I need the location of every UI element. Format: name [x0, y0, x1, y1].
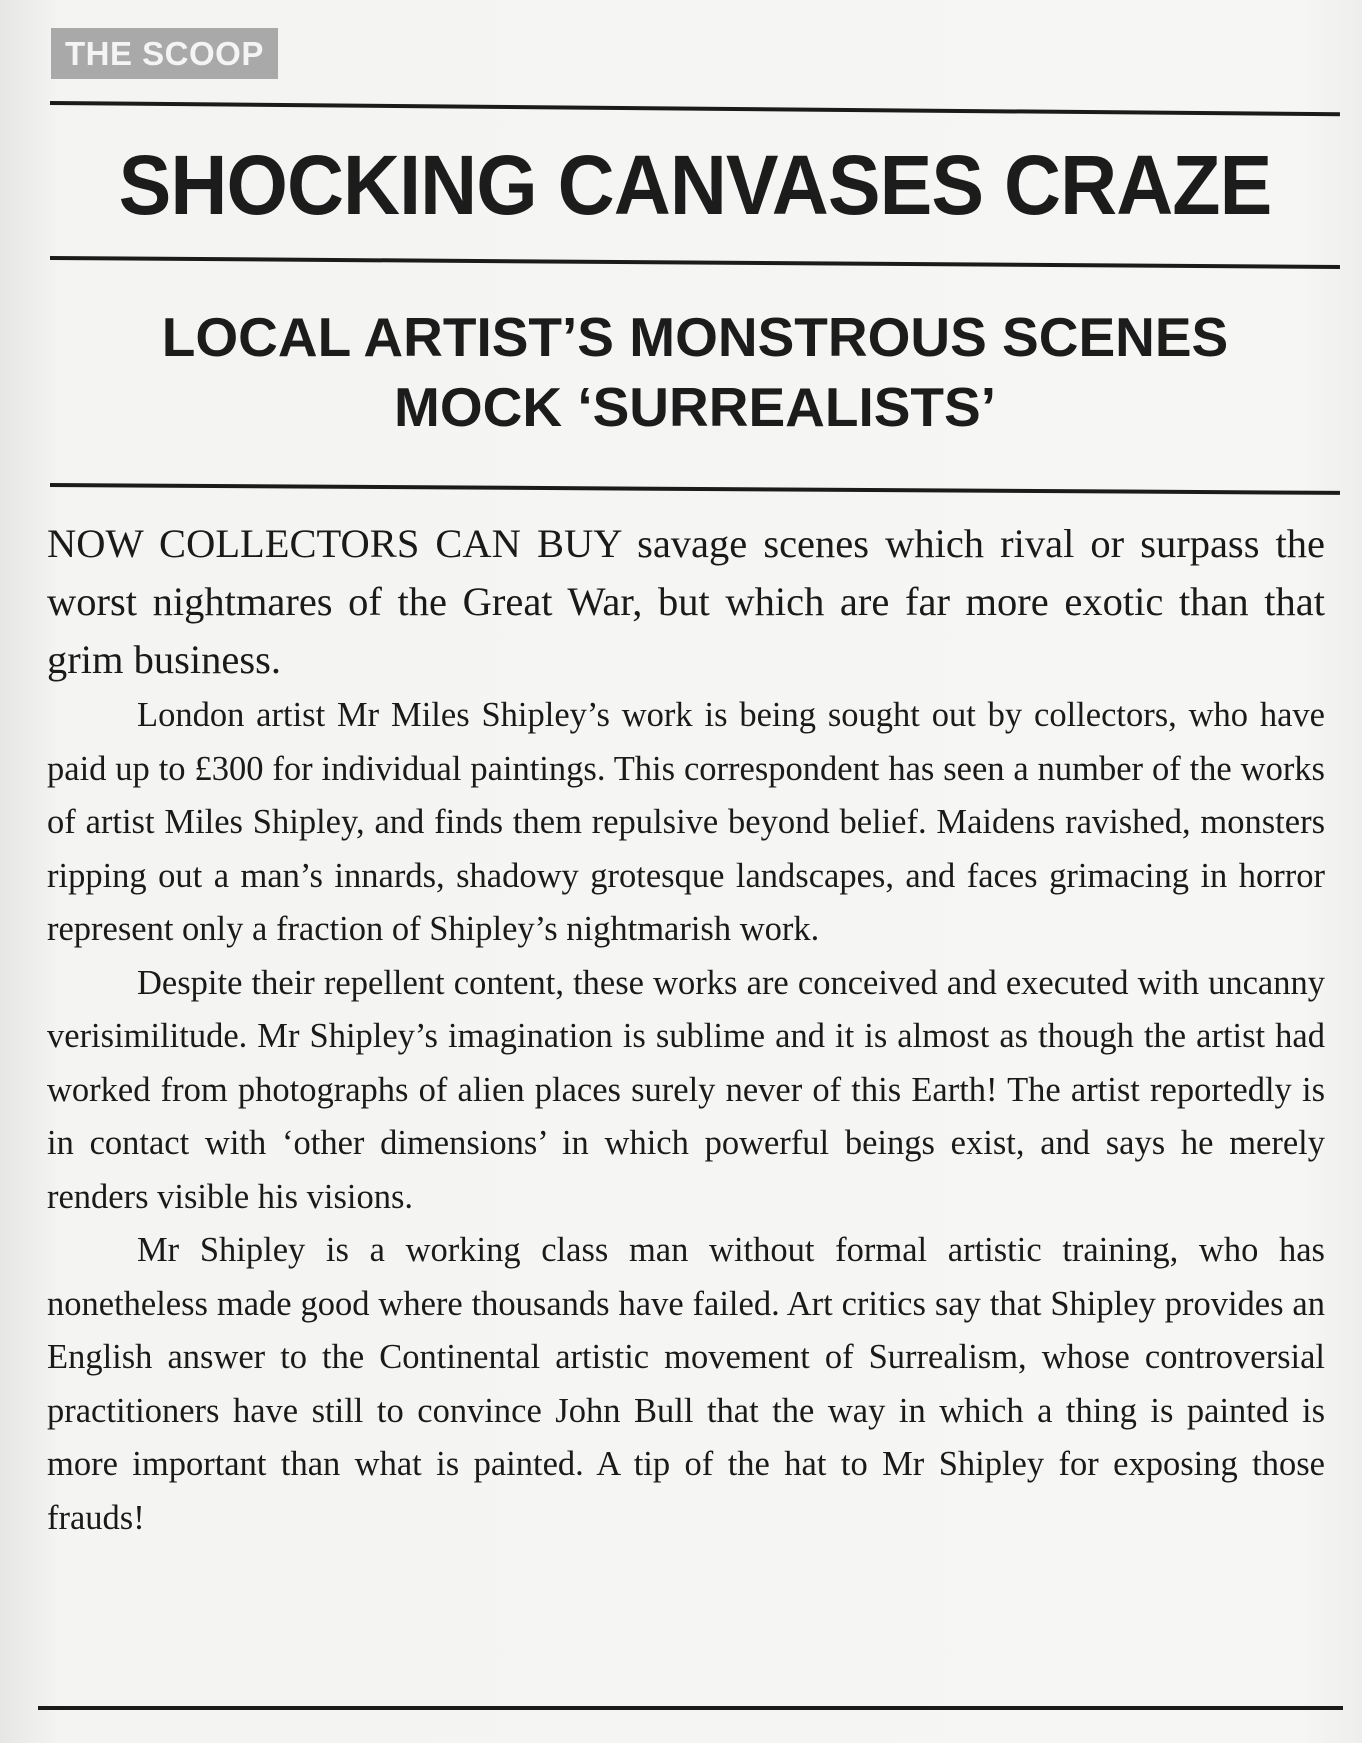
lede-lead-in: NOW COLLECTORS CAN BUY: [47, 521, 621, 566]
subheadline: [50, 302, 1340, 442]
headline-rule: [50, 256, 1340, 269]
bottom-rule: [38, 1706, 1343, 1710]
subheadline-line-2: MOCK ‘SURREALISTS’: [394, 376, 996, 438]
subheadline-rule: [50, 483, 1340, 495]
paragraph-2: Despite their repellent content, these works are conceived and executed with uncanny verisimilitude. Mr Shipley’s imagination is sublime and it is almost as though the artist had worked from photographs of alien places surely never of this Earth! The artist reportedly is in contact with ‘other dimensions’ in which powerful beings exist, and says he merely renders visible his visions.: [47, 963, 1325, 1216]
paragraph-3: Mr Shipley is a working class man without formal artistic training, who has nonetheless made good where thousands have failed. Art critics say that Shipley provides an English answer to the Continental artistic movement of Surrealism, whose controversial practitioners have still to convince John Bull that the way in which a thing is painted is more important than what is painted. A tip of the hat to Mr Shipley for exposing those frauds!: [47, 1231, 1325, 1537]
subheadline-line-1: LOCAL ARTIST’S MONSTROUS SCENES: [161, 306, 1229, 368]
headline: SHOCKING CANVASES CRAZE: [118, 138, 1272, 232]
paragraph-1: London artist Mr Miles Shipley’s work is being sought out by collectors, who have paid up to £300 for individual paintings. This correspondent has seen a number of the works of artist Miles Shipley, and finds them repulsive beyond belief. Maidens ravished, monsters ripping out a man’s innards, shadowy grotesque landscapes, and faces grimacing in horror represent only a fraction of Shipley’s nightmarish work.: [47, 696, 1325, 948]
lede-paragraph: [47, 515, 1325, 689]
lede-text: savage scenes which rival or surpass the worst nightmares of the Great War, but which are far more exotic than that grim business.: [47, 521, 1326, 682]
section-tag: THE SCOOP: [51, 28, 278, 79]
top-rule: [50, 101, 1340, 116]
article-body: [47, 515, 1325, 1545]
